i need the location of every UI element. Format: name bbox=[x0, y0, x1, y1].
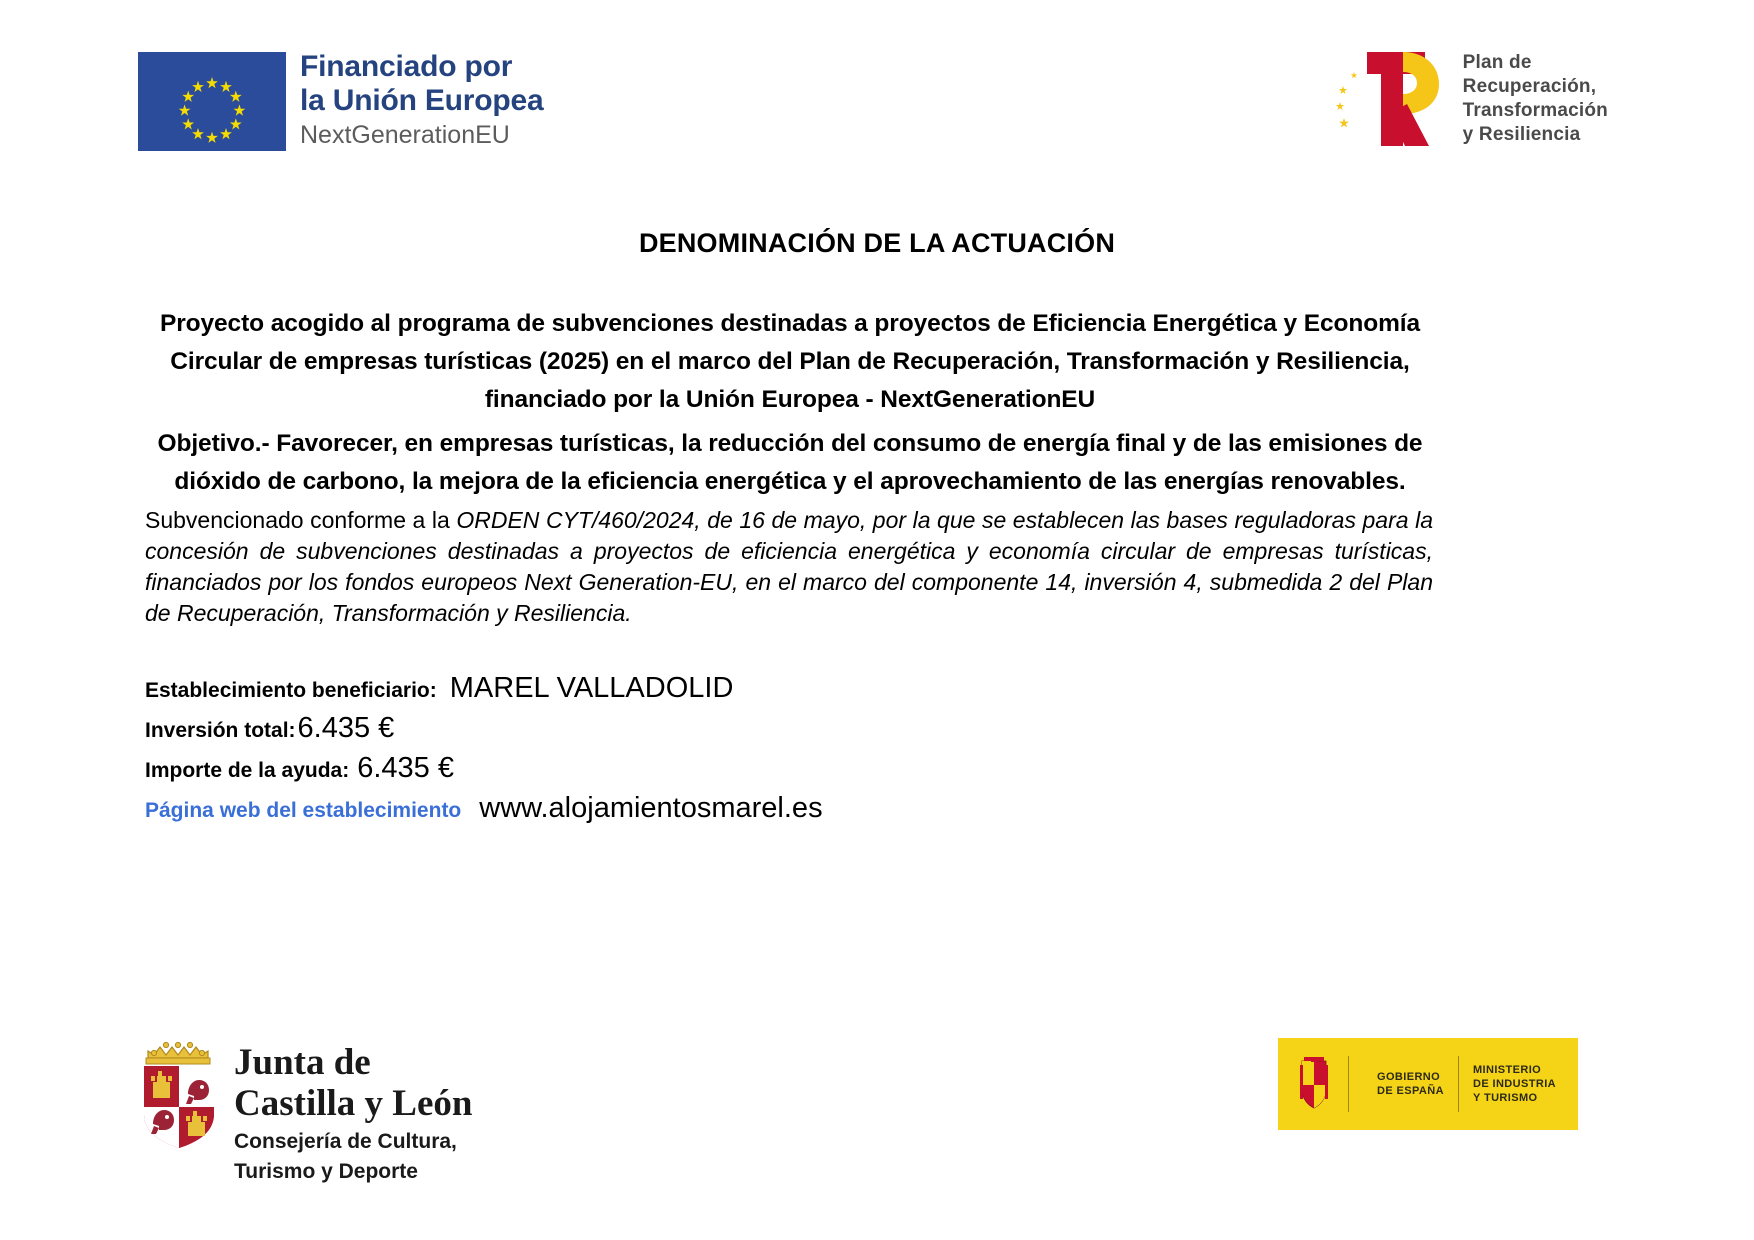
beneficiary-details bbox=[145, 672, 1345, 831]
prtr-logo bbox=[1329, 46, 1608, 152]
website-value[interactable]: www.alojamientosmarel.es bbox=[479, 792, 823, 824]
junta-castilla-leon-logo bbox=[136, 1028, 472, 1184]
beneficiary-label: Establecimiento beneficiario: bbox=[145, 679, 437, 702]
eu-funding-logo bbox=[138, 52, 544, 151]
junta-logo-text bbox=[234, 1042, 472, 1184]
gobierno-line2: DE ESPAÑA bbox=[1377, 1085, 1444, 1097]
eu-flag-icon bbox=[138, 52, 286, 151]
prtr-line2: Recuperación, bbox=[1462, 76, 1597, 97]
legal-reference-order: ORDEN CYT/460/2024, de 16 de mayo, por la que se establecen las bases reguladoras para la concesión de subvenciones destinadas a proyectos de eficiencia energética y economía circular de empresas turísticas, financiados por los fondos europeos Next Generation-EU, en el marco del componente 14, inversión 4, submedida 2 del Plan de Recuperación, Transformación y Resiliencia. bbox=[145, 507, 1433, 626]
legal-reference-intro: Subvencionado conforme a la bbox=[145, 507, 457, 533]
aid-value: 6.435 € bbox=[357, 752, 454, 784]
footer-logo-bar bbox=[0, 1010, 1754, 1240]
ministerio-line2: DE INDUSTRIA bbox=[1472, 1078, 1556, 1090]
spain-coat-of-arms-icon bbox=[1294, 1055, 1334, 1113]
junta-line2: Castilla y León bbox=[234, 1083, 473, 1124]
ministerio-line3: Y TURISMO bbox=[1472, 1092, 1538, 1104]
legal-reference-paragraph bbox=[145, 505, 1433, 629]
row-aid-amount bbox=[145, 752, 1345, 785]
ministerio-column bbox=[1473, 1063, 1556, 1105]
castilla-leon-coat-of-arms-icon bbox=[136, 1038, 222, 1150]
row-beneficiary bbox=[145, 672, 1345, 705]
eu-logo-line3: NextGenerationEU bbox=[300, 121, 510, 149]
objective-paragraph: Objetivo.- Favorecer, en empresas turísticas, la reducción del consumo de energía final y de las emisiones de dióxido de carbono, la mejora de la eficiencia energética y el aprovechamiento de las energías renovables. bbox=[157, 430, 1423, 495]
prtr-logo-text bbox=[1463, 51, 1608, 147]
row-website bbox=[145, 792, 1345, 825]
prtr-tr-monogram-icon bbox=[1329, 46, 1449, 152]
page-title: DENOMINACIÓN DE LA ACTUACIÓN bbox=[638, 228, 1116, 258]
logo-divider-2 bbox=[1458, 1056, 1459, 1112]
gobierno-line1: GOBIERNO bbox=[1377, 1071, 1441, 1083]
header-logo-bar bbox=[0, 36, 1754, 176]
junta-line1: Junta de bbox=[234, 1042, 371, 1083]
row-total-investment bbox=[145, 712, 1345, 745]
junta-line3: Consejería de Cultura, bbox=[234, 1130, 457, 1153]
program-description-paragraph: Proyecto acogido al programa de subvenciones destinadas a proyectos de Eficiencia Energética y Economía Circular de empresas turísticas (2025) en el marco del Plan de Recuperación, Transformación y Resiliencia, financiado por la Unión Europea - NextGenerationEU bbox=[159, 310, 1421, 413]
prtr-line3: Transformación bbox=[1462, 100, 1608, 121]
investment-label: Inversión total: bbox=[145, 719, 296, 742]
eu-logo-text bbox=[300, 50, 544, 150]
eu-logo-line1: Financiado por bbox=[300, 50, 513, 83]
junta-line4: Turismo y Deporte bbox=[234, 1160, 418, 1183]
website-label[interactable]: Página web del establecimiento bbox=[145, 799, 462, 822]
eu-logo-line2: la Unión Europea bbox=[300, 84, 544, 117]
prtr-line4: y Resiliencia bbox=[1462, 124, 1581, 145]
aid-label: Importe de la ayuda: bbox=[145, 759, 350, 782]
logo-divider bbox=[1348, 1056, 1349, 1112]
gobierno-column bbox=[1377, 1070, 1444, 1098]
beneficiary-value: MAREL VALLADOLID bbox=[449, 672, 734, 704]
investment-value: 6.435 € bbox=[297, 712, 395, 744]
prtr-line1: Plan de bbox=[1462, 52, 1532, 73]
ministerio-line1: MINISTERIO bbox=[1472, 1064, 1542, 1076]
gobierno-espana-logo bbox=[1278, 1038, 1578, 1130]
